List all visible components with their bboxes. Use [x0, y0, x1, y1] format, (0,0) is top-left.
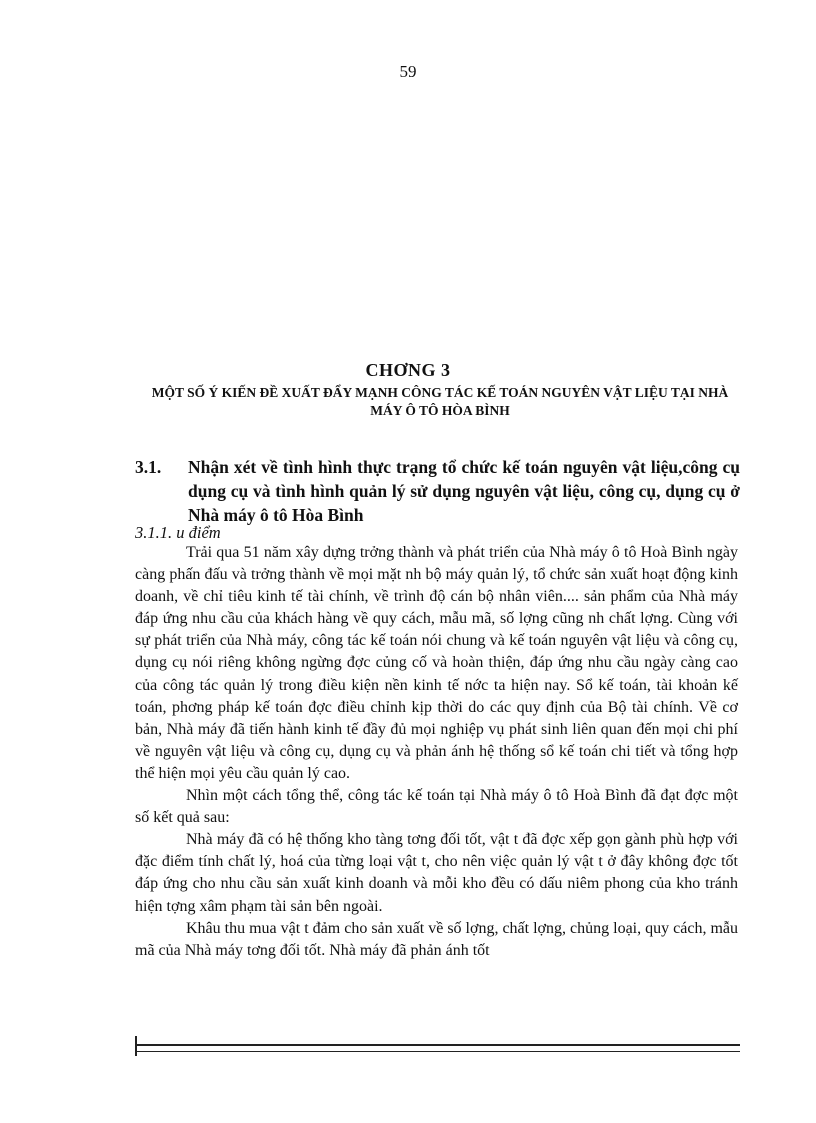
section-number: 3.1. [135, 457, 162, 477]
paragraph: Trải qua 51 năm xây dựng trởng thành và phát triển của Nhà máy ô tô Hoà Bình ngày càng phấn đấu và trởng thành về mọi mặt nh bộ máy quản lý, tổ chức sản xuất hoạt động kinh doanh, về chỉ tiêu kinh tế tài chính, về trình độ cán bộ nhân viên.... sản phẩm của Nhà máy đáp ứng nhu cầu của khách hàng về quy cách, mẫu mã, số lợng cũng nh chất lợng. Cùng với sự phát triển của Nhà máy, công tác kế toán nói chung và kế toán nguyên vật liệu và công cụ, dụng cụ nói riêng không ngừng đợc củng cố và hoàn thiện, đáp ứng nhu cầu ngày càng cao của công tác quản lý trong điều kiện nền kinh tế nớc ta hiện nay. Sổ kế toán, tài khoản kế toán, phơng pháp kế toán đợc điều chỉnh kịp thời do các quy định của Bộ tài chính. Về cơ bản, Nhà máy đã tiến hành kinh tế đầy đủ mọi nghiệp vụ phát sinh liên quan đến mọi chi phí về nguyên vật liệu và công cụ, dụng cụ và phản ánh hệ thống sổ kế toán chi tiết và tổng hợp thể hiện mọi yêu cầu quản lý cao. [135, 544, 738, 782]
chapter-title: CHƠNG 3 [365, 360, 451, 380]
body-text [135, 542, 738, 962]
footer-rule [135, 1044, 740, 1052]
paragraph: Nhìn một cách tổng thể, công tác kế toán tại Nhà máy ô tô Hoà Bình đã đạt đợc một số kết quả sau: [135, 787, 738, 827]
subsection-heading: 3.1.1. u điểm [135, 523, 221, 542]
paragraph: Nhà máy đã có hệ thống kho tàng tơng đối tốt, vật t đã đợc xếp gọn gành phù hợp với đặc điểm tính chất lý, hoá của từng loại vật t, cho nên việc quản lý vật t ở đây không đợc tốt đáp ứng cho nhu cầu sản xuất kinh doanh và mỗi kho đều có dấu niêm phong của kho tránh hiện tợng xâm phạm tài sản bên ngoài. [135, 831, 738, 915]
paragraph: Khâu thu mua vật t đảm cho sản xuất về số lợng, chất lợng, chủng loại, quy cách, mẫu mã của Nhà máy tơng đối tốt. Nhà máy đã phản ánh tốt [135, 919, 738, 959]
page-number: 59 [399, 62, 417, 81]
chapter-subtitle: MỘT SỐ Ý KIẾN ĐỀ XUẤT ĐẨY MẠNH CÔNG TÁC KẾ TOÁN NGUYÊN VẬT LIỆU TẠI NHÀ MÁY Ô TÔ HÒA BÌNH [151, 385, 729, 418]
section-title: Nhận xét về tình hình thực trạng tổ chức kế toán nguyên vật liệu,công cụ dụng cụ và tình hình quản lý sử dụng nguyên vật liệu, công cụ, dụng cụ ở Nhà máy ô tô Hòa Bình [188, 457, 740, 525]
section-heading [135, 455, 740, 527]
